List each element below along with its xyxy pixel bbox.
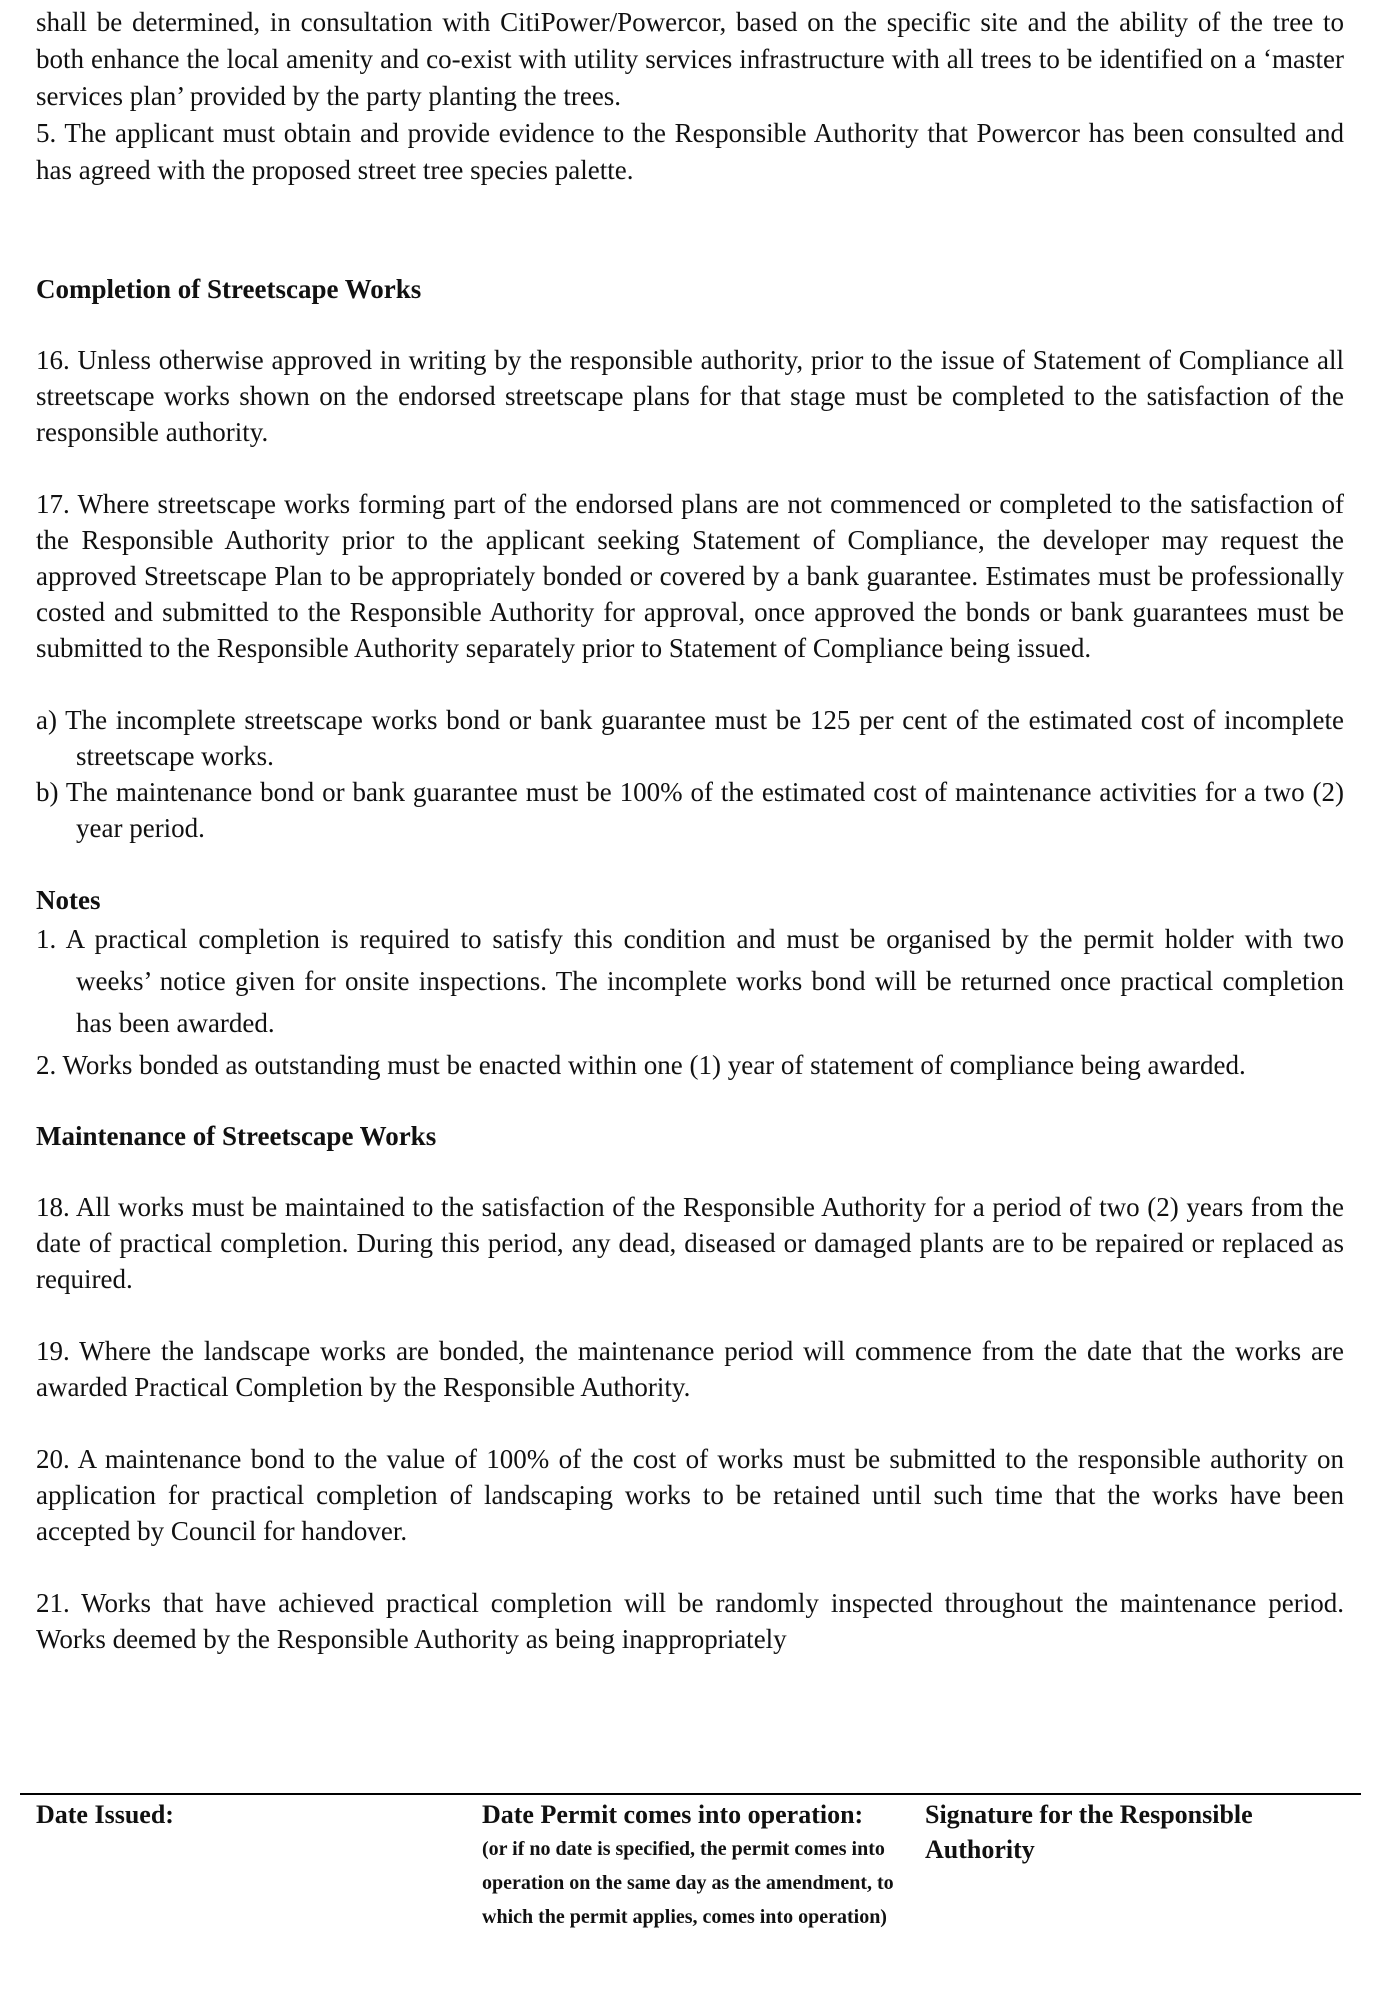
- condition-17b-item: b) The maintenance bond or bank guarantee must be 100% of the estimated cost of maintenance activities for a two (2) year period.: [36, 777, 1344, 843]
- date-permit-label: Date Permit comes into operation:: [482, 1800, 864, 1829]
- permit-footer: [36, 1797, 1361, 1934]
- completion-heading: Completion of Streetscape Works: [36, 274, 422, 304]
- maintenance-heading: Maintenance of Streetscape Works: [36, 1121, 437, 1151]
- date-permit-note: (or if no date is specified, the permit comes into operation on the same day as the amendment, to which the permit applies, comes into operation): [482, 1838, 894, 1928]
- intro-paragraph: shall be determined, in consultation with CitiPower/Powercor, based on the specific site and the ability of the tree to both enhance the local amenity and co-exist with utility services infrastructure with all trees to be identified on a ‘master services plan’ provided by the party planting the trees.: [36, 7, 1344, 111]
- condition-16-paragraph: 16. Unless otherwise approved in writing by the responsible authority, prior to the issue of Statement of Compliance all streetscape works shown on the endorsed streetscape plans for that stage must be completed to the satisfaction of the responsible authority.: [36, 345, 1344, 447]
- condition-21-paragraph: 21. Works that have achieved practical completion will be randomly inspected throughout the maintenance period. Works deemed by the Responsible Authority as being inappropriately: [36, 1588, 1344, 1654]
- condition-5-paragraph: 5. The applicant must obtain and provide evidence to the Responsible Authority that Powercor has been consulted and has agreed with the proposed street tree species palette.: [36, 118, 1344, 185]
- date-permit-cell: [482, 1797, 925, 1934]
- condition-17a-item: a) The incomplete streetscape works bond or bank guarantee must be 125 per cent of the estimated cost of incomplete streetscape works.: [36, 705, 1344, 771]
- document-page: [36, 4, 1344, 1657]
- condition-18-paragraph: 18. All works must be maintained to the satisfaction of the Responsible Authority for a period of two (2) years from the date of practical completion. During this period, any dead, diseased or damaged plants are to be repaired or replaced as required.: [36, 1192, 1344, 1294]
- notes-heading: Notes: [36, 885, 101, 915]
- footer-divider: [20, 1793, 1361, 1795]
- condition-17-paragraph: 17. Where streetscape works forming part of the endorsed plans are not commenced or completed to the satisfaction of the Responsible Authority prior to the applicant seeking Statement of Compliance, the developer may request the approved Streetscape Plan to be appropriately bonded or covered by a bank guarantee. Estimates must be professionally costed and submitted to the Responsible Authority for approval, once approved the bonds or bank guarantees must be submitted to the Responsible Authority separately prior to Statement of Compliance being issued.: [36, 489, 1344, 663]
- note-1: 1. A practical completion is required to satisfy this condition and must be organised by the permit holder with two weeks’ notice given for onsite inspections. The incomplete works bond will be returned once practical completion has been awarded.: [36, 924, 1344, 1038]
- date-issued-label: Date Issued:: [36, 1800, 174, 1829]
- condition-19-paragraph: 19. Where the landscape works are bonded, the maintenance period will commence from the date that the works are awarded Practical Completion by the Responsible Authority.: [36, 1336, 1344, 1402]
- signature-label: Signature for the Responsible Authority: [925, 1800, 1253, 1864]
- note-2: 2. Works bonded as outstanding must be enacted within one (1) year of statement of compliance being awarded.: [36, 1050, 1246, 1080]
- condition-20-paragraph: 20. A maintenance bond to the value of 100% of the cost of works must be submitted to the responsible authority on application for practical completion of landscaping works to be retained until such time that the works have been accepted by Council for handover.: [36, 1444, 1344, 1546]
